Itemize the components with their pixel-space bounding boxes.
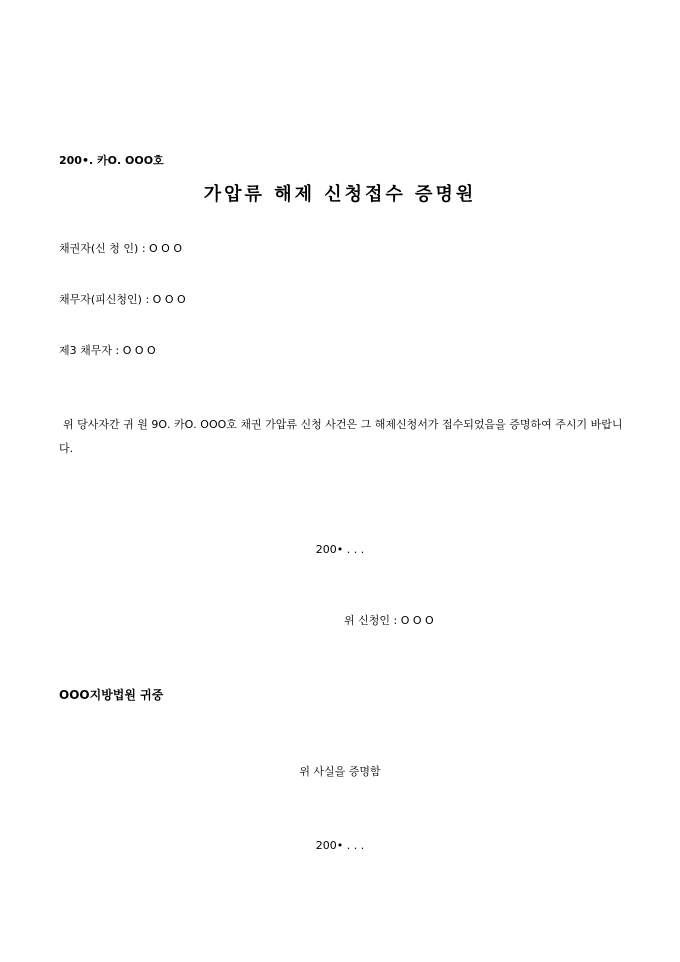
case-number: 200•. 카Ο. ΟΟΟ호 xyxy=(59,154,164,167)
court-addressee: ΟΟΟ지방법원 귀중 xyxy=(59,688,164,702)
certification-date: 200• . . . xyxy=(315,839,365,852)
application-date: 200• . . . xyxy=(315,543,365,556)
certification-statement: 위 사실을 증명함 xyxy=(299,765,381,778)
document-title: 가압류 해제 신청접수 증명원 xyxy=(203,184,477,205)
third-debtor-line: 제3 채무자 : Ο Ο Ο xyxy=(59,344,156,357)
creditor-line: 채권자(신 청 인) : Ο Ο Ο xyxy=(59,242,182,255)
debtor-line: 채무자(피신청인) : Ο Ο Ο xyxy=(59,293,186,306)
body-paragraph: 위 당사자간 귀 원 9Ο. 카Ο. ΟΟΟ호 채권 가압류 신청 사건은 그 해제신청서가 접수되었음을 증명하여 주시기 바랍니다. xyxy=(59,418,623,455)
applicant-line: 위 신청인 : Ο Ο Ο xyxy=(344,614,434,627)
